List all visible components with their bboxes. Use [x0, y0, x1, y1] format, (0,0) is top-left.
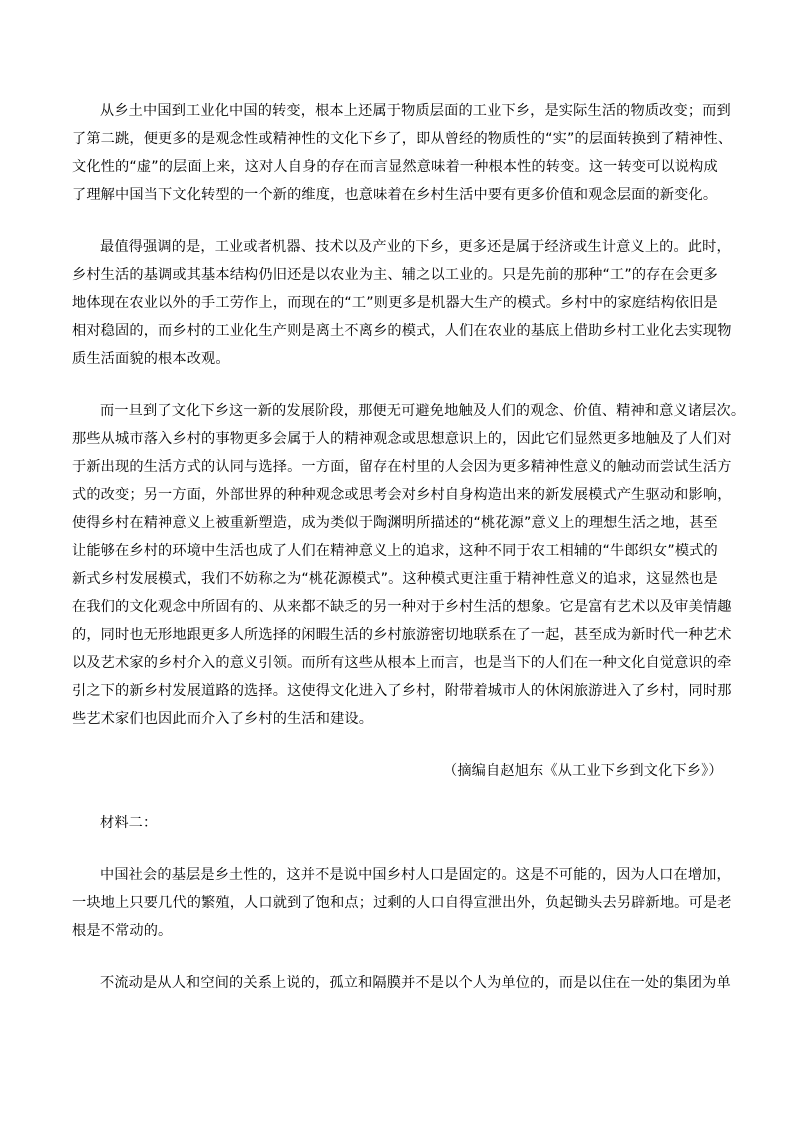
paragraph-3-line-10: 以及艺术家的乡村介入的意义引领。而所有这些从根本上而言，也是当下的人们在一种文化自觉意识的牵 — [72, 655, 732, 671]
material-2-heading: 材料二： — [100, 815, 158, 831]
paragraph-4-line-1: 中国社会的基层是乡土性的，这并不是说中国乡村人口是固定的。这是不可能的，因为人口在增加， — [100, 867, 731, 883]
paragraph-3-line-12: 些艺术家们也因此而介入了乡村的生活和建设。 — [72, 711, 374, 727]
paragraph-2-line-5: 质生活面貌的根本改观。 — [72, 351, 230, 367]
paragraph-3-line-3: 于新出现的生活方式的认同与选择。一方面，留存在村里的人会因为更多精神性意义的触动而尝试生活方 — [72, 459, 732, 475]
paragraph-1-line-4: 了理解中国当下文化转型的一个新的维度，也意味着在乡村生活中要有更多价值和观念层面的新变化。 — [72, 187, 718, 203]
paragraph-4-line-3: 根是不常动的。 — [72, 923, 173, 939]
paragraph-3-line-1: 而一旦到了文化下乡这一新的发展阶段，那便无可避免地触及人们的观念、价值、精神和意义诸层次。 — [100, 403, 746, 419]
paragraph-1-line-2: 了第二跳，便更多的是观念性或精神性的文化下乡了，即从曾经的物质性的“实”的层面转换到了精神性、 — [72, 131, 733, 147]
paragraph-3-line-7: 新式乡村发展模式，我们不妨称之为“桃花源模式”。这种模式更注重于精神性意义的追求，这显然也是 — [72, 571, 718, 587]
paragraph-5-line-1: 不流动是从人和空间的关系上说的，孤立和隔膜并不是以个人为单位的，而是以住在一处的集团为单 — [100, 975, 731, 991]
paragraph-2-line-1: 最值得强调的是，工业或者机器、技术以及产业的下乡，更多还是属于经济或生计意义上的。此时， — [100, 239, 731, 255]
paragraph-1-line-3: 文化性的“虚”的层面上来，这对人自身的存在而言显然意味着一种根本性的转变。这一转变可以说构成 — [72, 159, 718, 175]
paragraph-3-line-5: 使得乡村在精神意义上被重新塑造，成为类似于陶渊明所描述的“桃花源”意义上的理想生活之地，甚至 — [72, 515, 718, 531]
paragraph-4-line-2: 一块地上只要几代的繁殖，人口就到了饱和点；过剩的人口自得宣泄出外，负起锄头去另辟新地。可是老 — [72, 895, 732, 911]
paragraph-3-line-4: 式的改变；另一方面，外部世界的种种观念或思考会对乡村自身构造出来的新发展模式产生驱动和影响， — [72, 487, 732, 503]
paragraph-3-line-11: 引之下的新乡村发展道路的选择。这使得文化进入了乡村，附带着城市人的休闲旅游进入了乡村，同时那 — [72, 683, 732, 699]
paragraph-2-line-3: 地体现在农业以外的手工劳作上，而现在的“工”则更多是机器大生产的模式。乡村中的家庭结构依旧是 — [72, 295, 718, 311]
paragraph-2-line-4: 相对稳固的，而乡村的工业化生产则是离土不离乡的模式，人们在农业的基底上借助乡村工业化去实现物 — [72, 323, 732, 339]
paragraph-3-line-8: 在我们的文化观念中所固有的、从来都不缺乏的另一种对于乡村生活的想象。它是富有艺术以及审美情趣 — [72, 599, 732, 615]
source-attribution: （摘编自赵旭东《从工业下乡到文化下乡》） — [443, 763, 723, 779]
paragraph-3-line-9: 的，同时也无形地跟更多人所选择的闲暇生活的乡村旅游密切地联系在了一起，甚至成为新时代一种艺术 — [72, 627, 732, 643]
paragraph-2-line-2: 乡村生活的基调或其基本结构仍旧还是以农业为主、辅之以工业的。只是先前的那种“工”的存在会更多 — [72, 267, 718, 283]
paragraph-3-line-6: 让能够在乡村的环境中生活也成了人们在精神意义上的追求，这种不同于农工相辅的“牛郎织女”模式的 — [72, 543, 718, 559]
paragraph-3-line-2: 那些从城市落入乡村的事物更多会属于人的精神观念或思想意识上的，因此它们显然更多地触及了人们对 — [72, 431, 732, 447]
paragraph-1-line-1: 从乡土中国到工业化中国的转变，根本上还属于物质层面的工业下乡，是实际生活的物质改变；而到 — [100, 103, 731, 119]
